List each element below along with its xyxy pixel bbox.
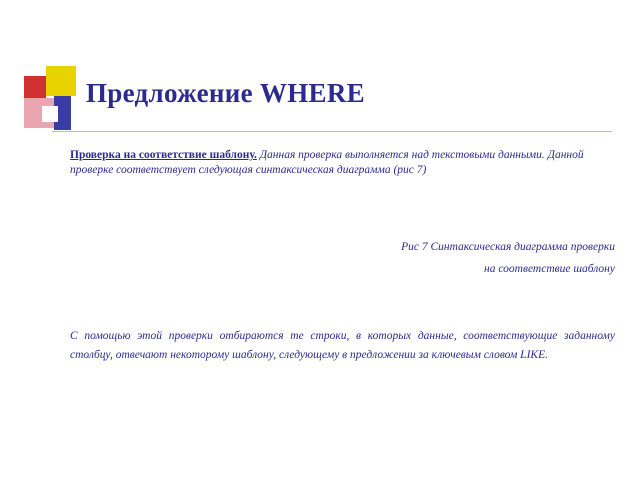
square-red-icon [24, 76, 46, 98]
slide-title: Предложение WHERE [86, 78, 365, 108]
lead-text: Данная проверка выполняется над текстовыми данными. Данной проверке соответствует следующая синтаксическая диаграмма (рис 7) [70, 149, 584, 176]
decorative-squares-logo [24, 66, 90, 140]
square-white-icon [42, 106, 58, 122]
lead-paragraph [70, 148, 615, 178]
square-yellow-icon [46, 66, 76, 96]
title-divider [52, 131, 612, 132]
syntax-diagram-area [70, 190, 615, 230]
lead-emphasis: Проверка на соответствие шаблону. [70, 149, 257, 161]
body-text-block [70, 148, 615, 178]
figure-caption-line2: на соответствие шаблону [484, 263, 615, 275]
figure-caption [70, 236, 615, 280]
figure-caption-line1: Рис 7 Синтаксическая диаграмма проверки [401, 241, 615, 253]
closing-paragraph: С помощью этой проверки отбираются те строки, в которых данные, соответствующие заданному столбцу, отвечают некоторому шаблону, следующему в предложении за ключевым словом LIKE. [70, 330, 615, 361]
